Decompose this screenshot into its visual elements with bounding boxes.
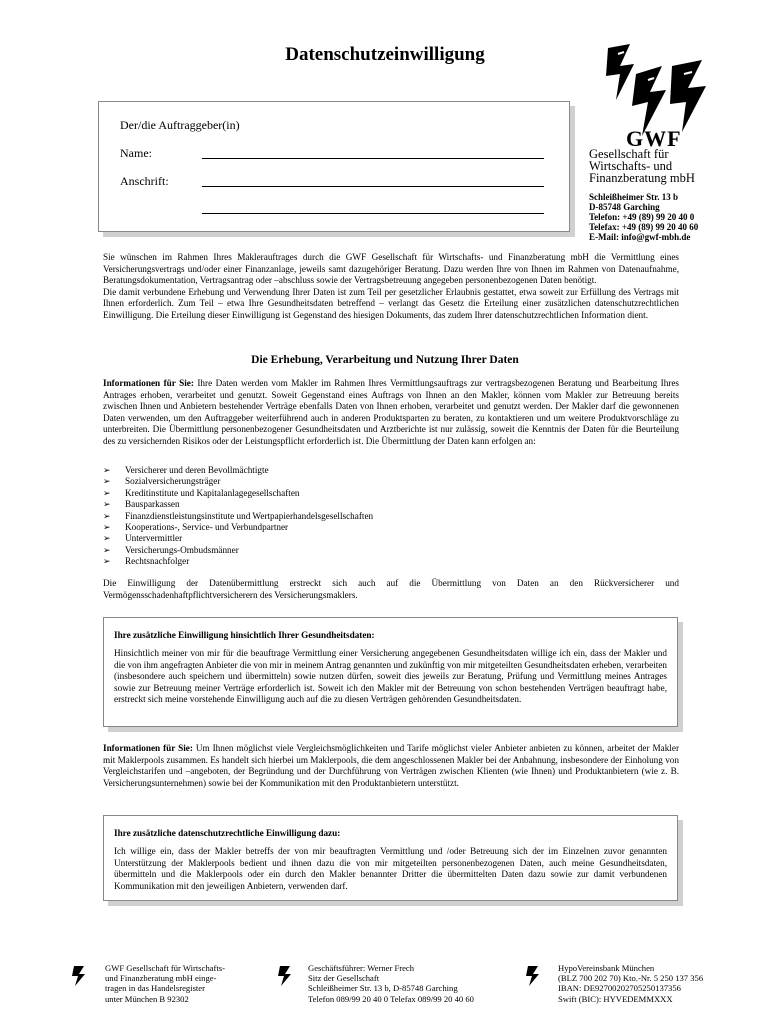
reinsurance-paragraph: Die Einwilligung der Datenübermittlung erstreckt sich auch auf die Übermittlung von Daten an den Rückversicherer und Vermögensschadenhaftpflichtversicherern des Versicherungsmaklers. [103, 578, 679, 600]
address-label: Anschrift: [120, 174, 169, 188]
footer-line: IBAN: DE92700202705250137356 [558, 983, 681, 994]
footer-logo-icon [70, 964, 94, 988]
footer-line: tragen in das Handelsregister [105, 983, 205, 994]
company-name-line: Finanzberatung mbH [589, 171, 695, 185]
arrow-bullet-icon: ➢ [103, 544, 111, 555]
client-box [98, 101, 570, 232]
list-item [103, 499, 663, 510]
health-consent-heading: Ihre zusätzliche Einwilligung hinsichtlich Ihrer Gesundheitsdaten: [114, 630, 375, 640]
arrow-bullet-icon: ➢ [103, 556, 111, 567]
footer-logo-icon [276, 964, 300, 988]
list-item [103, 488, 663, 499]
list-item-text: Versicherungs-Ombudsmänner [125, 544, 239, 555]
info-text: Ihre Daten werden vom Makler im Rahmen Ihres Vermittlungsauftrags zur vertragsbezogenen Beratung und Bearbeitung Ihres Antrages erhoben, verarbeitet und genutzt. Soweit Gegenstand eines Auftrags von Ihnen an den Makler, können vom Makler zur Betreuung bereits zwischen Ihnen und Anbietern bestehender Verträge ebenfalls Daten von Ihnen erhoben, verarbeitet und genutzt werden. Der Makler darf die gewonnenen Daten verwenden, um den Auftraggeber weiterführend auch in anderen Produktsparten zu beraten, zu kontaktieren und um weitere Produktvorschläge zu unterbreiten. Die Übermittlung personenbezogener Gesundheitsdaten und Arztberichte ist nur zulässig, soweit die Kenntnis der Daten für die Beurteilung des zu versichernden Risikos oder der Leistungspflicht erforderlich ist. Die Übermittlung der Daten kann erfolgen an: [103, 378, 679, 446]
footer-line: Schleißheimer Str. 13 b, D-85748 Garching [308, 983, 458, 994]
page-title: Datenschutzeinwilligung [285, 44, 485, 65]
fax-line: Telefax: +49 (89) 99 20 40 60 [589, 222, 699, 232]
list-item [103, 522, 663, 533]
phone-line: Telefon: +49 (89) 99 20 40 0 [589, 212, 695, 222]
health-consent-text: Hinsichtlich meiner von mir für die beauftrage Vermittlung einer Versicherung angegebenen Gesundheitsdaten willige ich ein, dass der Makler und die von ihm angefragten Anbieter die von mir in meinem Antrag genannten und zukünftig von mir mitgeteilten Gesundheitsdaten erheben, verarbeiten (insbesondere auch speichern und übermitteln) sowie nutzen dürfen, soweit dies jeweils zur Beratung, Prüfung und Vermittlung meines Antrages sowie zur Betreuung meiner Verträge erforderlich ist. Soweit ich den Makler mit der Betreuung von schon bestehenden Verträgen beauftragt habe, erstreckt sich meine vorstehende Einwilligung auch auf die zu diesen Verträgen gehörenden Gesundheitsdaten. [114, 648, 667, 705]
address-line: D-85748 Garching [589, 202, 660, 212]
list-item-text: Kreditinstitute und Kapitalanlagegesellschaften [125, 487, 300, 498]
footer-line: Sitz der Gesellschaft [308, 973, 380, 984]
list-item-text: Rechtsnachfolger [125, 556, 190, 567]
section-heading: Die Erhebung, Verarbeitung und Nutzung Ihrer Daten [251, 354, 519, 366]
client-heading: Der/die Auftraggeber(in) [120, 118, 240, 132]
intro-paragraph: Sie wünschen im Rahmen Ihres Maklerauftrages durch die GWF Gesellschaft für Wirtschafts- und Finanzberatung mbH die Vermittlung eines Versicherungsvertrags und/oder einer Finanzanlage, jeweils samt dazugehöriger Beratung. Dazu werden Ihre von Ihnen im Rahmen von Datenaufnahme, Beratungsdokumentation, Vertragsantrag oder –abschluss sowie der Vertragsbetreuung angegeben personenbezogenen Daten benötigt. Die damit verbundene Erhebung und Verwendung Ihrer Daten ist zum Teil per gesetzlicher Erlaubnis gestattet, etwa soweit zur Erfüllung des Vertrags mit Ihnen erforderlich. Zum Teil – etwa Ihre Gesundheitsdaten betreffend – verlangt das Gesetz die Erteilung einer zusätzlichen datenschutzrechtlichen Einwilligung. Die Erteilung dieser Einwilligung ist Gegenstand des hiesigen Dokuments, das zudem Ihrer datenschutzrechtlichen Information dient. [103, 252, 679, 320]
arrow-bullet-icon: ➢ [103, 476, 111, 487]
company-address [589, 192, 698, 242]
footer-line: (BLZ 700 202 70) Kto.-Nr. 5 250 137 356 [558, 973, 704, 984]
company-name [589, 148, 749, 184]
footer-col-3 [558, 963, 703, 1004]
list-item [103, 465, 663, 476]
list-item [103, 556, 663, 567]
company-name-line: Wirtschafts- und [589, 159, 673, 173]
arrow-bullet-icon: ➢ [103, 487, 111, 498]
email-line[interactable]: E-Mail: info@gwf-mbh.de [589, 232, 691, 242]
arrow-bullet-icon: ➢ [103, 499, 111, 510]
footer-logo-icon [524, 964, 548, 988]
health-consent-box [103, 617, 678, 727]
info-label: Informationen für Sie: [103, 743, 193, 753]
list-item [103, 545, 663, 556]
name-field[interactable] [202, 158, 544, 159]
arrow-bullet-icon: ➢ [103, 510, 111, 521]
data-consent-heading: Ihre zusätzliche datenschutzrechtliche Einwilligung dazu: [114, 828, 341, 838]
gwf-logo-icon [590, 40, 720, 140]
logo-text: GWF [626, 126, 682, 151]
list-item [103, 533, 663, 544]
name-label: Name: [120, 146, 152, 160]
list-item-text: Finanzdienstleistungsinstitute und Wertpapierhandelsgesellschaften [125, 510, 374, 521]
list-item-text: Sozialversicherungsträger [125, 476, 221, 487]
list-item-text: Versicherer und deren Bevollmächtigte [125, 465, 269, 475]
address-line: Schleißheimer Str. 13 b [589, 192, 679, 202]
arrow-bullet-icon: ➢ [103, 465, 111, 475]
footer-line: und Finanzberatung mbH einge- [105, 973, 217, 984]
list-item [103, 476, 663, 487]
data-consent-box [103, 815, 678, 901]
list-item-text: Kooperations-, Service- und Verbundpartner [125, 522, 289, 533]
footer-line: Swift (BIC): HYVEDEMMXXX [558, 993, 673, 1004]
footer-line: unter München B 92302 [105, 993, 189, 1004]
address-field-2[interactable] [202, 213, 544, 214]
data-consent-text: Ich willige ein, dass der Makler betreffs der von mir beauftragten Vermittlung und /oder Betreuung sich der im Einzelnen zuvor genannten Unterstützung der Maklerpools bedient und ihnen dazu die von mir mitgeteilten personenbezogenen Daten, auch meine Gesundheitsdaten, übermitteln und die Maklerpools oder ein durch den Makler benannter Dritter die übermittelten Daten dazu sowie zur damit verbundenen Kommunikation mit den jeweiligen Anbietern, verwenden darf. [114, 846, 667, 891]
info-label: Informationen für Sie: [103, 378, 194, 388]
footer-line: Telefon 089/99 20 40 0 Telefax 089/99 20 40 60 [308, 993, 474, 1004]
footer-line: Geschäftsführer: Werner Frech [308, 963, 415, 973]
company-name-line: Gesellschaft für [589, 147, 669, 161]
info-paragraph-1 [103, 378, 679, 448]
arrow-bullet-icon: ➢ [103, 522, 111, 533]
address-field[interactable] [202, 186, 544, 187]
footer-line: GWF Gesellschaft für Wirtschafts- [105, 963, 226, 973]
arrow-bullet-icon: ➢ [103, 533, 111, 544]
list-item-text: Bausparkassen [125, 499, 180, 510]
footer-line: HypoVereinsbank München [558, 963, 655, 973]
list-item-text: Untervermittler [125, 533, 183, 544]
recipient-list [103, 465, 663, 568]
list-item [103, 511, 663, 522]
info-paragraph-2 [103, 743, 679, 789]
footer-col-2 [308, 963, 474, 1004]
info-text: Um Ihnen möglichst viele Vergleichsmöglichkeiten und Tarife möglichst vieler Anbieter anbieten zu können, arbeitet der Makler mit Maklerpools zusammen. Es handelt sich hierbei um Maklerpools, die dem angeschlossenen Makler bei der Anbahnung, insbesondere der Einholung von Vergleichstarifen und –angeboten, der Begründung und der Durchführung von Verträgen zwischen Klienten (wie Ihnen) und Produktanbietern (wie z. B. Versicherungsunternehmen) sowie bei der Kommunikation mit den Produktanbietern unterstützt. [103, 743, 679, 788]
footer-col-1 [105, 963, 225, 1004]
